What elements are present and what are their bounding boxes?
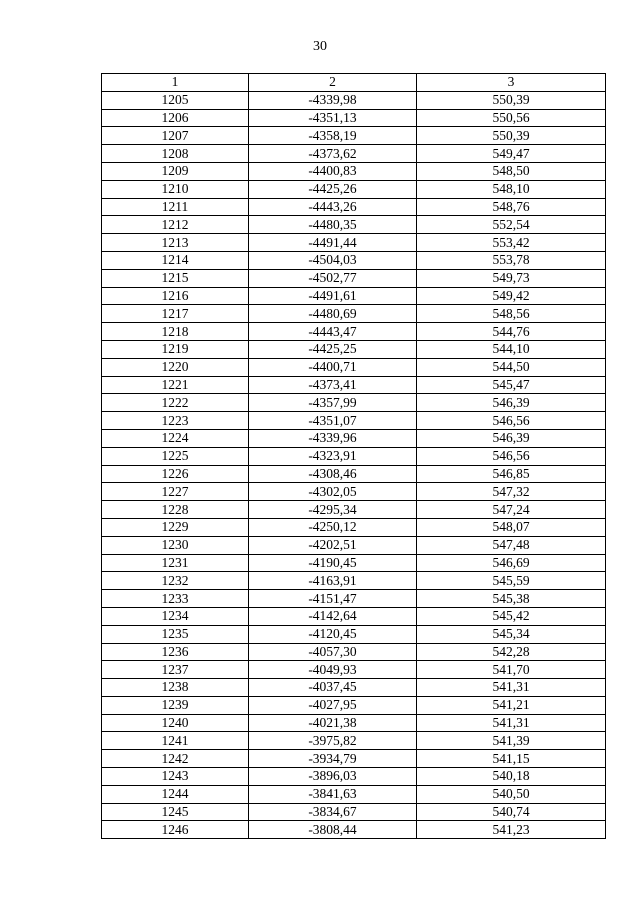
table-cell: -4358,19 <box>249 127 417 145</box>
table-row <box>102 358 606 376</box>
table-row <box>102 145 606 163</box>
table-cell: 1221 <box>102 376 249 394</box>
table-cell: 1244 <box>102 785 249 803</box>
table-row <box>102 643 606 661</box>
table-cell: -4443,47 <box>249 323 417 341</box>
column-header-1: 1 <box>102 74 249 92</box>
table-cell: 545,42 <box>417 607 606 625</box>
table-row <box>102 180 606 198</box>
table-cell: 546,85 <box>417 465 606 483</box>
table-cell: 552,54 <box>417 216 606 234</box>
table-row <box>102 483 606 501</box>
table-cell: 1243 <box>102 768 249 786</box>
table-cell: -4021,38 <box>249 714 417 732</box>
table-cell: 1215 <box>102 269 249 287</box>
table-cell: 1227 <box>102 483 249 501</box>
table-cell: 1234 <box>102 607 249 625</box>
table-row <box>102 465 606 483</box>
table-cell: -4504,03 <box>249 251 417 269</box>
table-cell: 548,10 <box>417 180 606 198</box>
table-cell: 1207 <box>102 127 249 145</box>
table-cell: 541,39 <box>417 732 606 750</box>
table-cell: 542,28 <box>417 643 606 661</box>
table-cell: -4400,83 <box>249 162 417 180</box>
table-cell: -4425,25 <box>249 340 417 358</box>
table-cell: 545,47 <box>417 376 606 394</box>
table-cell: -4373,62 <box>249 145 417 163</box>
table-cell: -4202,51 <box>249 536 417 554</box>
table-cell: 1245 <box>102 803 249 821</box>
table-cell: 1208 <box>102 145 249 163</box>
table-cell: -4151,47 <box>249 590 417 608</box>
page-number: 30 <box>313 39 327 54</box>
table-cell: -4302,05 <box>249 483 417 501</box>
table-cell: 1236 <box>102 643 249 661</box>
table-header-row <box>102 74 606 92</box>
table-cell: 545,59 <box>417 572 606 590</box>
table-cell: 1222 <box>102 394 249 412</box>
table-cell: -4400,71 <box>249 358 417 376</box>
table-cell: -4057,30 <box>249 643 417 661</box>
table-cell: -4502,77 <box>249 269 417 287</box>
table-cell: -4190,45 <box>249 554 417 572</box>
table-row <box>102 501 606 519</box>
table-row <box>102 785 606 803</box>
table-row <box>102 305 606 323</box>
table-cell: 546,56 <box>417 447 606 465</box>
table-cell: 1205 <box>102 91 249 109</box>
table-cell: 545,38 <box>417 590 606 608</box>
table-cell: -4323,91 <box>249 447 417 465</box>
table-cell: 547,24 <box>417 501 606 519</box>
table-cell: 1232 <box>102 572 249 590</box>
table-cell: 549,47 <box>417 145 606 163</box>
table-cell: -4027,95 <box>249 696 417 714</box>
table-cell: 549,42 <box>417 287 606 305</box>
table-cell: 1237 <box>102 661 249 679</box>
table-cell: 541,31 <box>417 679 606 697</box>
table-cell: 546,39 <box>417 394 606 412</box>
table-row <box>102 768 606 786</box>
table-cell: 1239 <box>102 696 249 714</box>
table-cell: -4120,45 <box>249 625 417 643</box>
table-cell: -4443,26 <box>249 198 417 216</box>
table-row <box>102 376 606 394</box>
table-cell: -3896,03 <box>249 768 417 786</box>
table-cell: 1213 <box>102 234 249 252</box>
table-cell: 547,32 <box>417 483 606 501</box>
table-row <box>102 429 606 447</box>
table-row <box>102 572 606 590</box>
table-cell: 1233 <box>102 590 249 608</box>
table-cell: 548,50 <box>417 162 606 180</box>
table-cell: 553,42 <box>417 234 606 252</box>
table-cell: 1231 <box>102 554 249 572</box>
table-cell: 1217 <box>102 305 249 323</box>
table-cell: 1229 <box>102 518 249 536</box>
table-row <box>102 412 606 430</box>
table-row <box>102 607 606 625</box>
column-header-2: 2 <box>249 74 417 92</box>
table-row <box>102 340 606 358</box>
table-cell: 541,21 <box>417 696 606 714</box>
table-cell: 541,15 <box>417 750 606 768</box>
table-row <box>102 679 606 697</box>
table-cell: -3975,82 <box>249 732 417 750</box>
table-row <box>102 91 606 109</box>
table-cell: 546,39 <box>417 429 606 447</box>
table-row <box>102 696 606 714</box>
table-cell: -4295,34 <box>249 501 417 519</box>
table-cell: 540,74 <box>417 803 606 821</box>
table-row <box>102 750 606 768</box>
table-cell: -4037,45 <box>249 679 417 697</box>
table-cell: 550,56 <box>417 109 606 127</box>
table-row <box>102 269 606 287</box>
table-row <box>102 216 606 234</box>
table-cell: 1246 <box>102 821 249 839</box>
table-row <box>102 323 606 341</box>
table-cell: 1228 <box>102 501 249 519</box>
table-row <box>102 162 606 180</box>
table-cell: 1219 <box>102 340 249 358</box>
table-cell: 1224 <box>102 429 249 447</box>
table-cell: -3834,67 <box>249 803 417 821</box>
table-cell: 544,76 <box>417 323 606 341</box>
table-cell: 546,56 <box>417 412 606 430</box>
table-row <box>102 127 606 145</box>
table-cell: -4373,41 <box>249 376 417 394</box>
table-cell: 1225 <box>102 447 249 465</box>
table-cell: 550,39 <box>417 91 606 109</box>
table-cell: 1206 <box>102 109 249 127</box>
table-cell: 540,50 <box>417 785 606 803</box>
table-cell: 1223 <box>102 412 249 430</box>
table-cell: 550,39 <box>417 127 606 145</box>
coordinates-table <box>101 73 606 839</box>
table-row <box>102 394 606 412</box>
table-cell: -3934,79 <box>249 750 417 768</box>
table-row <box>102 590 606 608</box>
table-cell: -3808,44 <box>249 821 417 839</box>
table-row <box>102 198 606 216</box>
table-cell: 553,78 <box>417 251 606 269</box>
table-cell: 541,23 <box>417 821 606 839</box>
table-cell: 1238 <box>102 679 249 697</box>
table-cell: -4491,61 <box>249 287 417 305</box>
table-cell: 544,10 <box>417 340 606 358</box>
table-cell: 548,56 <box>417 305 606 323</box>
table-cell: -4308,46 <box>249 465 417 483</box>
table-cell: -4142,64 <box>249 607 417 625</box>
table-cell: -4339,96 <box>249 429 417 447</box>
table-cell: 546,69 <box>417 554 606 572</box>
table-cell: -4425,26 <box>249 180 417 198</box>
table-cell: 548,07 <box>417 518 606 536</box>
table-cell: -4339,98 <box>249 91 417 109</box>
table-row <box>102 234 606 252</box>
table-row <box>102 661 606 679</box>
table-cell: -4357,99 <box>249 394 417 412</box>
table-cell: 1220 <box>102 358 249 376</box>
table-row <box>102 625 606 643</box>
table-cell: 1211 <box>102 198 249 216</box>
column-header-3: 3 <box>417 74 606 92</box>
table-cell: 1216 <box>102 287 249 305</box>
table-cell: 548,76 <box>417 198 606 216</box>
table-cell: -4480,35 <box>249 216 417 234</box>
table-cell: -4480,69 <box>249 305 417 323</box>
table-row <box>102 536 606 554</box>
table-cell: 1242 <box>102 750 249 768</box>
table-cell: -4049,93 <box>249 661 417 679</box>
table-cell: -4491,44 <box>249 234 417 252</box>
table-cell: 1209 <box>102 162 249 180</box>
table-cell: 541,31 <box>417 714 606 732</box>
table-cell: 549,73 <box>417 269 606 287</box>
table-cell: 1212 <box>102 216 249 234</box>
table-cell: -4351,13 <box>249 109 417 127</box>
table-row <box>102 732 606 750</box>
table-cell: 544,50 <box>417 358 606 376</box>
table-body <box>102 91 606 838</box>
table-cell: 1210 <box>102 180 249 198</box>
table-row <box>102 109 606 127</box>
table-cell: -4351,07 <box>249 412 417 430</box>
table-row <box>102 821 606 839</box>
table-cell: 1235 <box>102 625 249 643</box>
table-cell: -4250,12 <box>249 518 417 536</box>
table-cell: 1218 <box>102 323 249 341</box>
table-row <box>102 287 606 305</box>
table-row <box>102 251 606 269</box>
table-cell: 1226 <box>102 465 249 483</box>
table-row <box>102 447 606 465</box>
table-cell: 540,18 <box>417 768 606 786</box>
table-cell: -3841,63 <box>249 785 417 803</box>
table-cell: -4163,91 <box>249 572 417 590</box>
table-cell: 547,48 <box>417 536 606 554</box>
table-row <box>102 803 606 821</box>
table-cell: 1214 <box>102 251 249 269</box>
table-cell: 541,70 <box>417 661 606 679</box>
table-cell: 545,34 <box>417 625 606 643</box>
table-row <box>102 554 606 572</box>
table-cell: 1230 <box>102 536 249 554</box>
table-cell: 1240 <box>102 714 249 732</box>
table-row <box>102 518 606 536</box>
table-cell: 1241 <box>102 732 249 750</box>
table-row <box>102 714 606 732</box>
